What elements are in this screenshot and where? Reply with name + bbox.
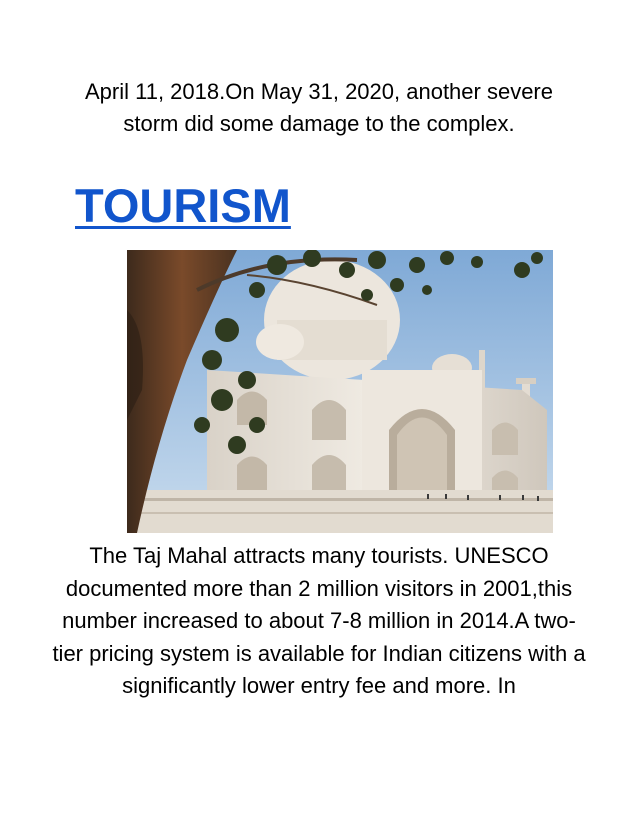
section-heading-link[interactable]: TOURISM bbox=[75, 179, 291, 232]
taj-mahal-photo bbox=[127, 250, 553, 533]
intro-paragraph: April 11, 2018.On May 31, 2020, another severe storm did some damage to the complex. bbox=[85, 79, 553, 136]
tourism-paragraph: The Taj Mahal attracts many tourists. UNESCO documented more than 2 million visitors in 2001,this number increased to about 7-8 million in 2014.A two-tier pricing system is available for Indian citizens with a significantly lower entry fee and more. In bbox=[52, 543, 586, 698]
